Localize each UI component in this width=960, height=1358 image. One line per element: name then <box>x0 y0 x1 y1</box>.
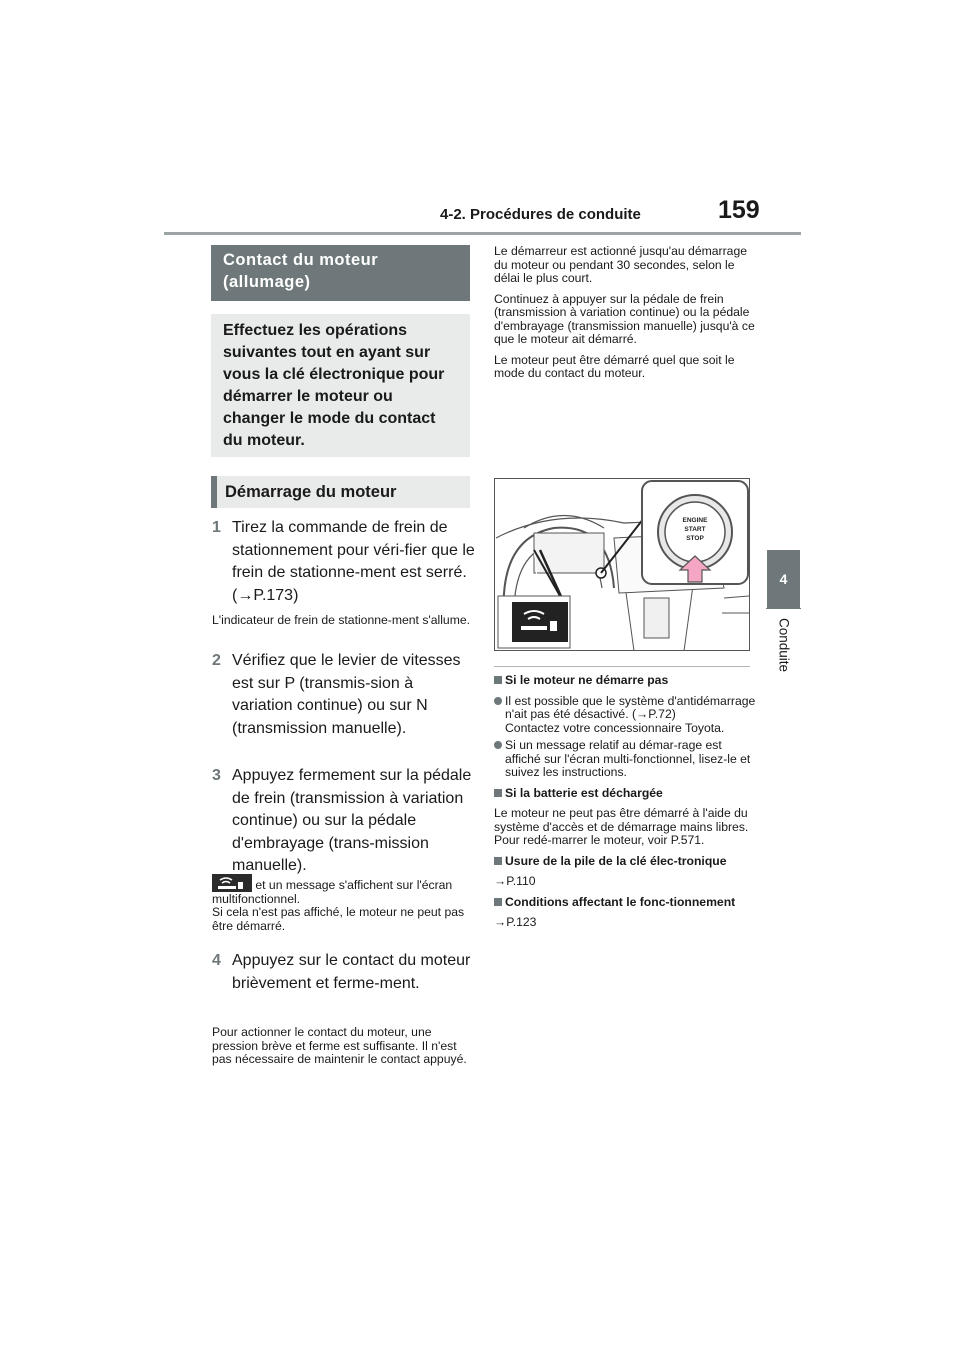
step-number: 2 <box>212 652 221 669</box>
note-heading: Si la batterie est déchargée <box>494 787 756 801</box>
step-3 <box>212 765 474 875</box>
note-heading: Si le moteur ne démarre pas <box>494 674 756 688</box>
chapter-tab: 4 <box>767 550 800 608</box>
step-3-note <box>212 874 474 933</box>
page-number: 159 <box>718 196 760 224</box>
step-number: 4 <box>212 952 221 969</box>
step-text: Vérifiez que le levier de vitesses est sur P (transmis-sion à variation continue) ou sur N (transmission manuelle). <box>232 652 461 737</box>
step-1 <box>212 517 474 607</box>
right-paragraphs <box>494 245 756 388</box>
bullet-item: Si un message relatif au démar-rage est affiché sur l'écran multi-fonctionnel, lisez-le et suivez les instructions. <box>494 739 756 780</box>
start-label: START <box>684 526 706 533</box>
section-title: 4-2. Procédures de conduite <box>440 206 641 223</box>
step-number: 3 <box>212 767 221 784</box>
step-4-note: Pour actionner le contact du moteur, une pression brève et ferme est suffisante. Il n'est pas nécessaire de maintenir le contact appuyé. <box>212 1025 467 1066</box>
step-3-warning: Si cela n'est pas affiché, le moteur ne peut pas être démarré. <box>212 905 465 933</box>
paragraph: Le démarreur est actionné jusqu'au démarrage du moteur ou pendant 30 secondes, selon le délai le plus court. <box>494 244 747 285</box>
page-reference: →P.123 <box>494 915 537 929</box>
illustration-divider <box>494 666 750 667</box>
section-heading: Démarrage du moteur <box>211 476 470 508</box>
paragraph: Le moteur peut être démarré quel que soit le mode du contact du moteur. <box>494 352 735 380</box>
header-divider <box>164 232 801 235</box>
page-reference: →P.110 <box>494 874 536 888</box>
topic-title: Contact du moteur (allumage) <box>211 245 470 301</box>
step-text: Appuyez fermement sur la pédale de frein (transmission à variation continue) ou sur la pédale d'embrayage (trans-mission manuelle). <box>232 767 472 874</box>
dot-bullet-icon <box>494 697 502 705</box>
chapter-tab-divider <box>766 608 801 609</box>
step-2 <box>212 650 474 760</box>
stop-label: STOP <box>686 535 704 542</box>
step-number: 1 <box>212 519 221 536</box>
engine-label: ENGINE <box>682 517 708 524</box>
paragraph: Continuez à appuyer sur la pédale de frein (transmission à variation continue) ou la pédale d'embrayage (transmission manuelle) jusqu'à ce que le moteur ait démarré. <box>494 291 755 346</box>
step-3-note-text: et un message s'affichent sur l'écran multifonctionnel. <box>212 878 453 906</box>
bullet-item: Il est possible que le système d'antidémarrage n'ait pas été désactivé. (→P.72) Contactez votre concessionnaire Toyota. <box>494 695 756 736</box>
step-text: Appuyez sur le contact du moteur brièvement et ferme-ment. <box>232 952 471 992</box>
paragraph: Le moteur ne peut pas être démarré à l'aide du système d'accès et de démarrage mains libres. Pour redé-marrer le moteur, voir P.571. <box>494 806 749 847</box>
step-4 <box>212 950 474 1020</box>
step-1-note: L'indicateur de frein de stationne-ment s'allume. <box>212 613 471 627</box>
step-text: Tirez la commande de frein de stationnement pour véri-fier que le frein de stationne-ment est serré. (→P.173) <box>232 519 475 604</box>
square-bullet-icon <box>494 789 502 797</box>
square-bullet-icon <box>494 676 502 684</box>
square-bullet-icon <box>494 857 502 865</box>
chapter-label: Conduite <box>776 618 792 673</box>
supplementary-notes <box>494 674 756 937</box>
access-system-indicator-icon <box>212 874 252 892</box>
note-heading: Conditions affectant le fonc-tionnement <box>494 896 756 910</box>
square-bullet-icon <box>494 898 502 906</box>
intro-box: Effectuez les opérations suivantes tout en ayant sur vous la clé électronique pour démarrer le moteur ou changer le mode du contact du moteur. <box>211 314 470 457</box>
dashboard-illustration <box>494 478 750 651</box>
dot-bullet-icon <box>494 741 502 749</box>
note-heading: Usure de la pile de la clé élec-tronique <box>494 855 756 869</box>
